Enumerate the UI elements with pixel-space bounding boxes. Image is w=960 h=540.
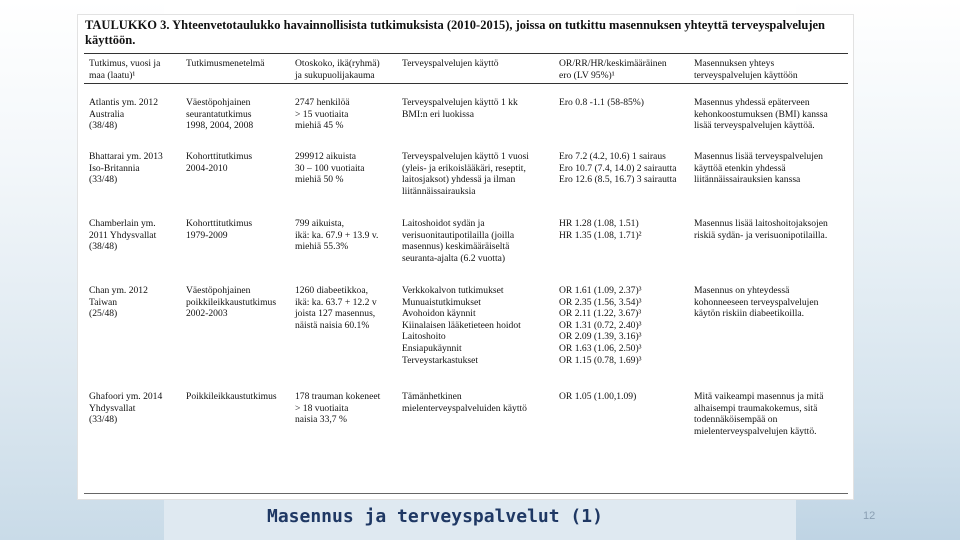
cell-line: Ero 10.7 (7.4, 14.0) 2 sairautta — [559, 162, 677, 174]
cell-line: naisia 33,7 % — [295, 414, 347, 426]
cell-line: 1998, 2004, 2008 — [186, 120, 254, 132]
cell-line: 178 trauman kokeneet — [295, 391, 381, 402]
cell-line: miehiä 45 % — [295, 120, 344, 132]
table-title-line: TAULUKKO 3. Yhteenvetotaulukko havainnollisista tutkimuksista (2010-2015), joissa on tutkittu masennuksen yhteyttä terveyspalvelujen — [85, 18, 825, 32]
cell-line: HR 1.35 (1.08, 1.71)² — [559, 229, 642, 241]
cell-line: Atlantis ym. 2012 — [89, 97, 159, 108]
cell-line: ikä: ka. 63.7 + 12.2 v — [295, 296, 377, 308]
slide-title: Masennus ja terveyspalvelut (1) — [267, 506, 603, 527]
cell-line: näistä naisia 60.1% — [295, 319, 370, 331]
cell-sample — [295, 151, 365, 186]
cell-line: mielenterveyspalvelujen käyttö. — [694, 425, 817, 437]
cell-line: 30 – 100 vuotiaita — [295, 162, 365, 174]
cell-service-use — [402, 218, 514, 264]
cell-line: miehiä 50 % — [295, 174, 344, 186]
cell-line: Laitoshoito — [402, 331, 446, 343]
cell-line: (yleis- ja erikoislääkäri, reseptit, — [402, 162, 526, 174]
table-title — [85, 18, 845, 48]
cell-line: Poikkileikkaustutkimus — [186, 391, 277, 402]
cell-method — [186, 285, 276, 320]
cell-line: Chan ym. 2012 — [89, 285, 148, 296]
cell-line: OR 2.11 (1.22, 3.67)³ — [559, 308, 642, 320]
column-header-study — [89, 58, 160, 81]
cell-line: miehiä 55.3% — [295, 241, 349, 253]
cell-estimate — [559, 285, 642, 366]
cell-line: Tämänhetkinen — [402, 391, 462, 402]
cell-association — [694, 97, 828, 132]
cell-line: Väestöpohjainen — [186, 97, 251, 108]
cell-estimate — [559, 151, 677, 186]
cell-line: Väestöpohjainen — [186, 285, 251, 296]
cell-line: kohonneeseen terveyspalvelujen — [694, 296, 819, 308]
header-line: OR/RR/HR/keskimääräinen — [559, 58, 667, 69]
cell-line: Ensiapukäynnit — [402, 342, 462, 354]
cell-line: Masennus lisää laitoshoitojaksojen — [694, 218, 828, 229]
cell-method — [186, 151, 252, 174]
cell-service-use — [402, 391, 527, 414]
cell-line: Avohoidon käynnit — [402, 308, 476, 320]
cell-line: OR 1.05 (1.00,1.09) — [559, 391, 637, 402]
cell-study — [89, 151, 163, 186]
cell-line: 799 aikuista, — [295, 218, 345, 229]
cell-line: Ero 0.8 -1.1 (58-85%) — [559, 97, 644, 108]
cell-line: laitosjaksot) yhdessä ja ilman — [402, 174, 516, 186]
page-number: 12 — [863, 510, 876, 522]
cell-sample — [295, 218, 378, 253]
header-line: Terveyspalvelujen käyttö — [402, 58, 499, 69]
column-header-method — [186, 58, 265, 70]
cell-line: riskiä sydän- ja verisuonipotilailla. — [694, 229, 828, 241]
cell-line: Munuaistutkimukset — [402, 296, 481, 308]
cell-line: 2747 henkilöä — [295, 97, 350, 108]
cell-line: Chamberlain ym. — [89, 218, 156, 229]
cell-line: Ero 12.6 (8.5, 16.7) 3 sairautta — [559, 174, 677, 186]
cell-line: lisää terveyspalvelujen käyttöä. — [694, 120, 815, 132]
cell-line: mielenterveyspalveluiden käyttö — [402, 402, 527, 414]
cell-line: 1979-2009 — [186, 229, 228, 241]
column-header-estimate — [559, 58, 667, 81]
cell-line: (33/48) — [89, 174, 118, 186]
cell-line: poikkileikkaustutkimus — [186, 296, 277, 308]
cell-study — [89, 97, 158, 132]
table-bottom-rule — [84, 493, 848, 494]
cell-line: Terveyspalvelujen käyttö 1 vuosi — [402, 151, 529, 162]
cell-line: verisuonitautipotilailla (joilla — [402, 229, 515, 241]
cell-line: Kohorttitutkimus — [186, 151, 253, 162]
cell-line: käytön riskiin diabeetikoilla. — [694, 308, 805, 320]
cell-line: Ghafoori ym. 2014 — [89, 391, 163, 402]
cell-line: Taiwan — [89, 296, 118, 308]
cell-line: Mitä vaikeampi masennus ja mitä — [694, 391, 824, 402]
cell-line: HR 1.28 (1.08, 1.51) — [559, 218, 639, 229]
cell-sample — [295, 285, 377, 331]
header-line: ero (LV 95%)¹ — [559, 69, 615, 81]
cell-line: liitännäissairauksia — [402, 185, 476, 197]
cell-line: 2002-2003 — [186, 308, 228, 320]
cell-line: (25/48) — [89, 308, 118, 320]
cell-study — [89, 285, 148, 320]
cell-line: OR 1.31 (0.72, 2.40)³ — [559, 319, 642, 331]
column-header-sample — [295, 58, 380, 81]
cell-method — [186, 97, 253, 132]
cell-association — [694, 285, 818, 320]
cell-line: Kiinalaisen lääketieteen hoidot — [402, 319, 521, 331]
cell-line: OR 1.15 (0.78, 1.69)³ — [559, 354, 642, 366]
table-title-line: käyttöön. — [85, 33, 136, 47]
cell-line: Ero 7.2 (4.2, 10.6) 1 sairaus — [559, 151, 666, 162]
cell-service-use — [402, 285, 521, 366]
table-figure — [77, 14, 854, 500]
cell-line: todennäköisempää on — [694, 414, 778, 426]
header-line: Masennuksen yhteys — [694, 58, 775, 69]
cell-line: kehonkoostumuksen (BMI) kanssa — [694, 108, 828, 120]
cell-line: Yhdysvallat — [89, 402, 136, 414]
cell-line: Masennus on yhteydessä — [694, 285, 790, 296]
cell-line: Terveystarkastukset — [402, 354, 479, 366]
cell-line: Iso-Britannia — [89, 162, 140, 174]
cell-line: Masennus yhdessä epäterveen — [694, 97, 810, 108]
cell-association — [694, 151, 823, 186]
cell-line: (38/48) — [89, 120, 118, 132]
cell-line: Verkkokalvon tutkimukset — [402, 285, 504, 296]
header-line: ja sukupuolijakauma — [295, 69, 375, 81]
cell-line: > 18 vuotiaita — [295, 402, 349, 414]
cell-line: BMI:n eri luokissa — [402, 108, 474, 120]
cell-line: 2011 Yhdysvallat — [89, 229, 157, 241]
cell-line: Masennus lisää terveyspalvelujen — [694, 151, 823, 162]
cell-line: (33/48) — [89, 414, 118, 426]
cell-line: OR 1.63 (1.06, 2.50)³ — [559, 342, 642, 354]
cell-line: seurantatutkimus — [186, 108, 252, 120]
cell-line: (38/48) — [89, 241, 118, 253]
cell-service-use — [402, 97, 518, 120]
cell-line: Australia — [89, 108, 125, 120]
cell-line: 299912 aikuista — [295, 151, 357, 162]
cell-line: seuranta-ajalta (6.2 vuotta) — [402, 252, 506, 264]
header-line: Tutkimusmenetelmä — [186, 58, 265, 69]
cell-line: > 15 vuotiaita — [295, 108, 349, 120]
cell-line: ikä: ka. 67.9 + 13.9 v. — [295, 229, 379, 241]
cell-study — [89, 391, 162, 426]
cell-estimate — [559, 218, 642, 241]
cell-sample — [295, 97, 350, 132]
cell-line: liitännäissairauksien kanssa — [694, 174, 801, 186]
cell-method — [186, 218, 252, 241]
cell-line: OR 2.35 (1.56, 3.54)³ — [559, 296, 642, 308]
cell-estimate — [559, 97, 644, 109]
cell-line: OR 1.61 (1.09, 2.37)³ — [559, 285, 642, 296]
cell-line: masennus) keskimääräiseltä — [402, 241, 510, 253]
cell-line: alhaisempi traumakokemus, sitä — [694, 402, 818, 414]
cell-method — [186, 391, 277, 403]
column-header-service-use — [402, 58, 499, 70]
header-line: maa (laatu)¹ — [89, 69, 136, 81]
cell-line: Kohorttitutkimus — [186, 218, 253, 229]
cell-study — [89, 218, 156, 253]
header-top-rule — [84, 53, 848, 54]
cell-association — [694, 218, 828, 241]
cell-line: 2004-2010 — [186, 162, 228, 174]
cell-service-use — [402, 151, 529, 197]
cell-line: Laitoshoidot sydän ja — [402, 218, 485, 229]
cell-line: käyttöä etenkin yhdessä — [694, 162, 786, 174]
header-line: terveyspalvelujen käyttöön — [694, 69, 798, 81]
cell-line: joista 127 masennus, — [295, 308, 376, 320]
cell-line: Terveyspalvelujen käyttö 1 kk — [402, 97, 518, 108]
header-bottom-rule — [84, 83, 848, 84]
cell-line: 1260 diabeetikkoa, — [295, 285, 368, 296]
cell-line: OR 2.09 (1.39, 3.16)³ — [559, 331, 642, 343]
cell-estimate — [559, 391, 636, 403]
cell-association — [694, 391, 823, 437]
cell-sample — [295, 391, 380, 426]
column-header-association — [694, 58, 798, 81]
cell-line: Bhattarai ym. 2013 — [89, 151, 163, 162]
header-line: Tutkimus, vuosi ja — [89, 58, 161, 69]
header-line: Otoskoko, ikä(ryhmä) — [295, 58, 380, 69]
